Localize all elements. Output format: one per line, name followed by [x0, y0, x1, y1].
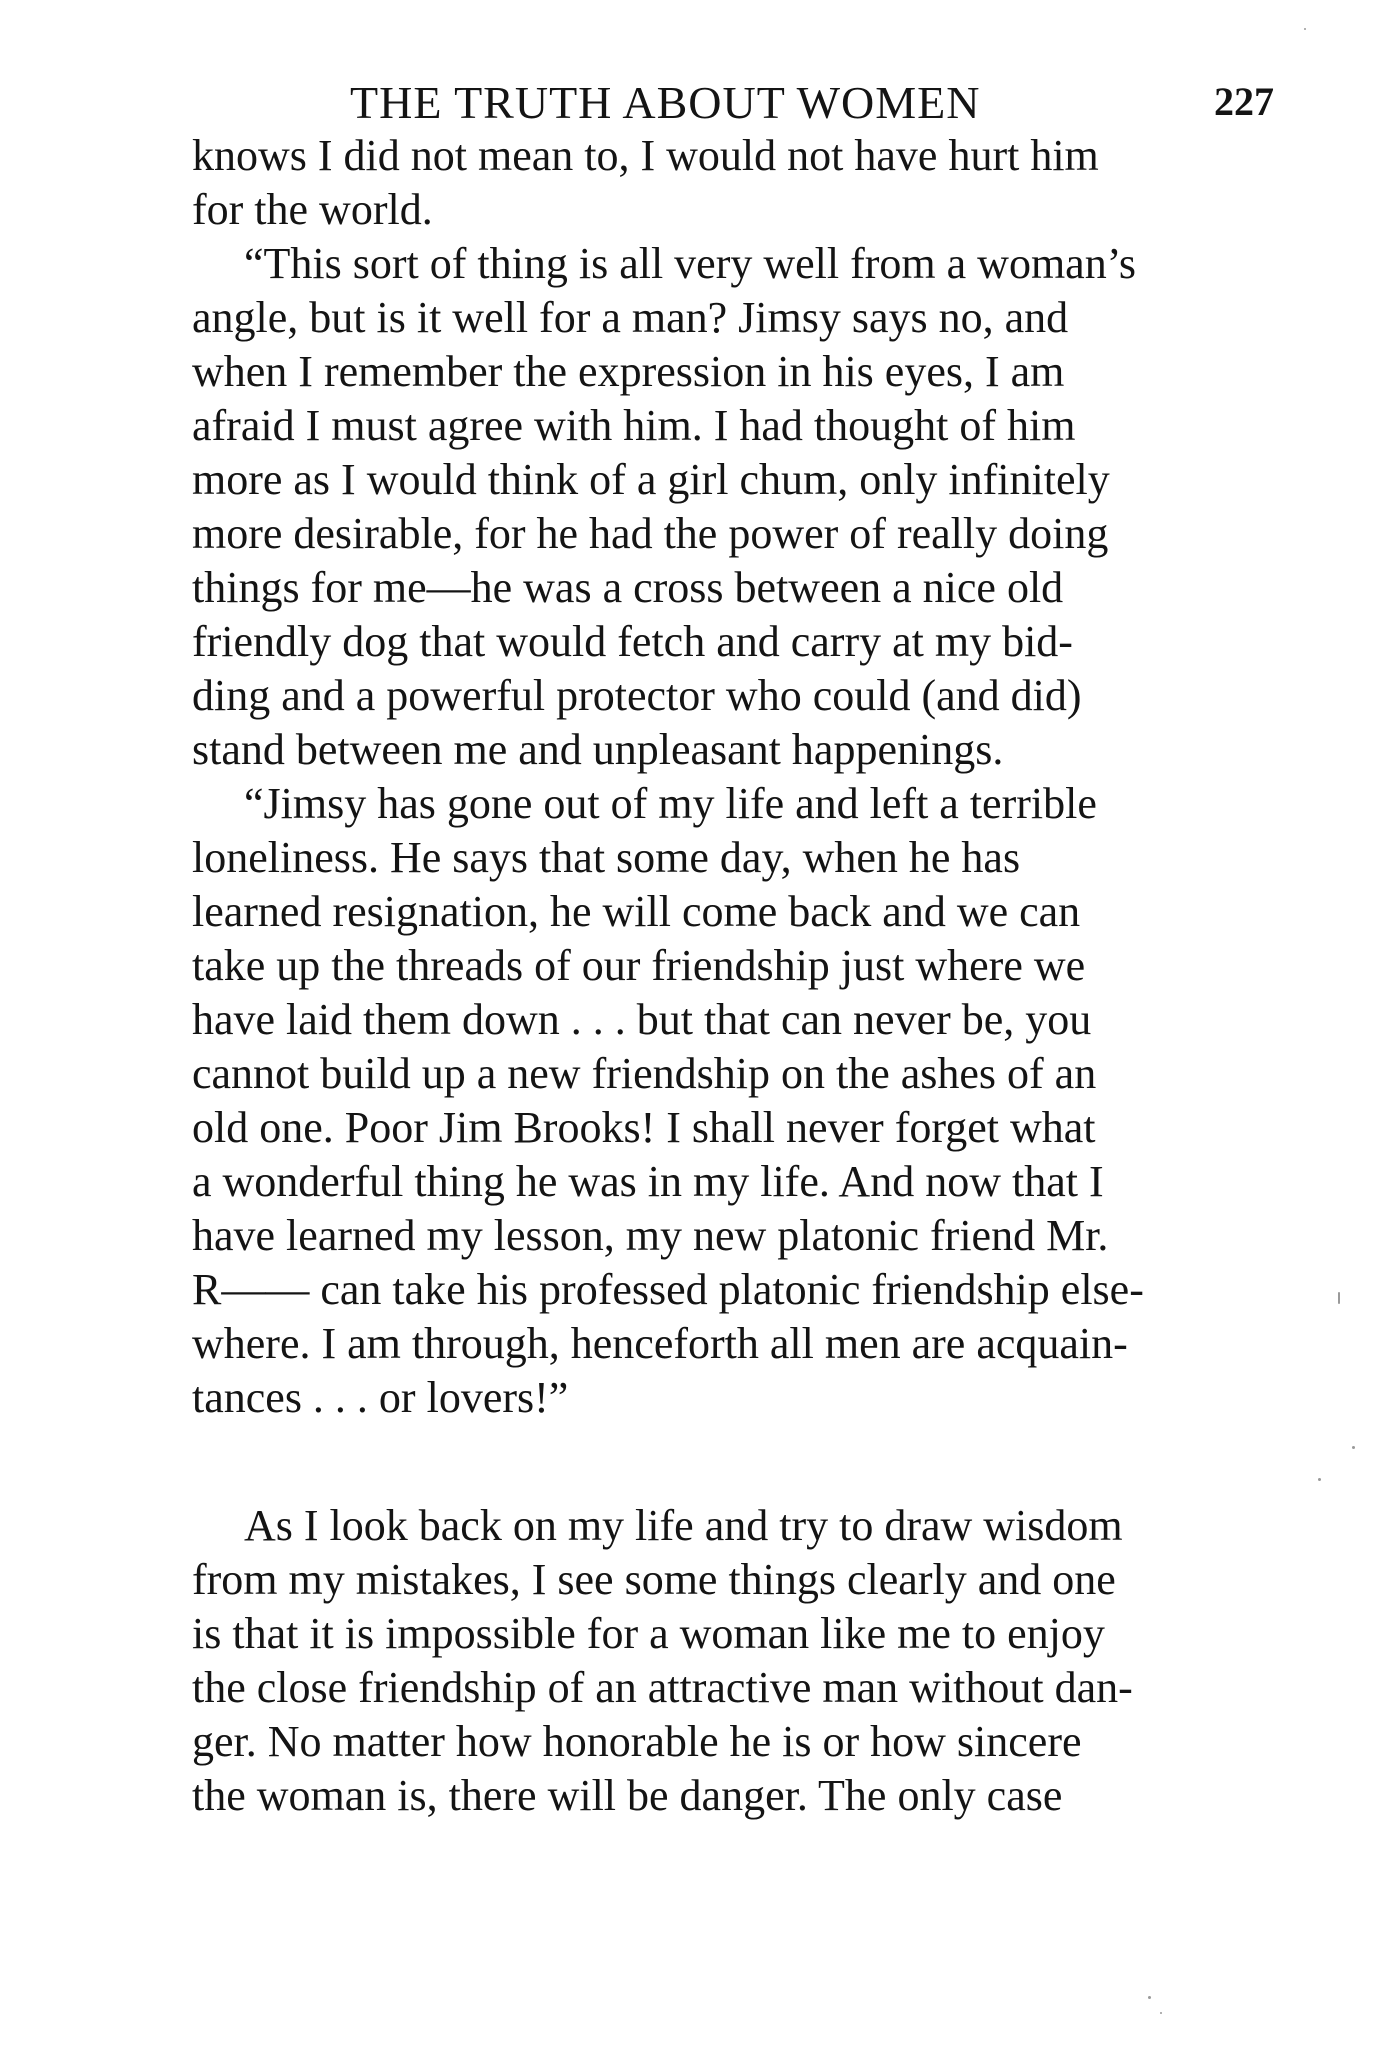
text-line: where. I am through, henceforth all men are acquain-: [192, 1319, 1128, 1368]
text-line: stand between me and unpleasant happenings.: [192, 725, 1004, 774]
text-line: tances . . . or lovers!”: [192, 1373, 569, 1422]
text-line: loneliness. He says that some day, when he has: [192, 833, 1021, 882]
speck: [1148, 1996, 1151, 1999]
text-line: when I remember the expression in his eyes, I am: [192, 347, 1065, 396]
text-line: have laid them down . . . but that can never be, you: [192, 995, 1092, 1044]
text-line: ding and a powerful protector who could (and did): [192, 671, 1082, 720]
text-line: more desirable, for he had the power of really doing: [192, 509, 1109, 558]
text-line: more as I would think of a girl chum, only infinitely: [192, 455, 1110, 504]
text-line: R—— can take his professed platonic friendship else-: [192, 1265, 1144, 1314]
text-line: knows I did not mean to, I would not have hurt him: [192, 131, 1099, 180]
running-title: THE TRUTH ABOUT WOMEN: [350, 77, 981, 128]
text-line: friendly dog that would fetch and carry at my bid-: [192, 617, 1073, 666]
text-line: things for me—he was a cross between a nice old: [192, 563, 1064, 612]
text-line: angle, but is it well for a man? Jimsy says no, and: [192, 293, 1069, 342]
text-line: learned resignation, he will come back and we can: [192, 887, 1081, 936]
text-line: a wonderful thing he was in my life. And now that I: [192, 1157, 1104, 1206]
speck: [1338, 1292, 1340, 1304]
text-line: ger. No matter how honorable he is or how sincere: [192, 1717, 1082, 1766]
speck: [1352, 1446, 1355, 1449]
text-line: old one. Poor Jim Brooks! I shall never forget what: [192, 1103, 1096, 1152]
speck: [1304, 28, 1306, 30]
text-line: from my mistakes, I see some things clearly and one: [192, 1555, 1116, 1604]
text-line: take up the threads of our friendship just where we: [192, 941, 1086, 990]
paragraph-start-line: “This sort of thing is all very well from a woman’s: [244, 239, 1137, 288]
text-line: for the world.: [192, 185, 433, 234]
text-line: afraid I must agree with him. I had thought of him: [192, 401, 1076, 450]
text-line: the close friendship of an attractive man without dan-: [192, 1663, 1133, 1712]
running-head: [350, 76, 1300, 136]
text-line: cannot build up a new friendship on the ashes of an: [192, 1049, 1097, 1098]
text-line: the woman is, there will be danger. The only case: [192, 1771, 1063, 1820]
paragraph-start-line: “Jimsy has gone out of my life and left a terrible: [244, 779, 1097, 828]
text-line: have learned my lesson, my new platonic friend Mr.: [192, 1211, 1109, 1260]
speck: [1318, 1478, 1321, 1481]
speck: [1160, 2012, 1162, 2014]
page-number: 227: [1214, 79, 1274, 124]
text-line: is that it is impossible for a woman like me to enjoy: [192, 1609, 1105, 1658]
paragraph-start-line: As I look back on my life and try to draw wisdom: [244, 1501, 1123, 1550]
